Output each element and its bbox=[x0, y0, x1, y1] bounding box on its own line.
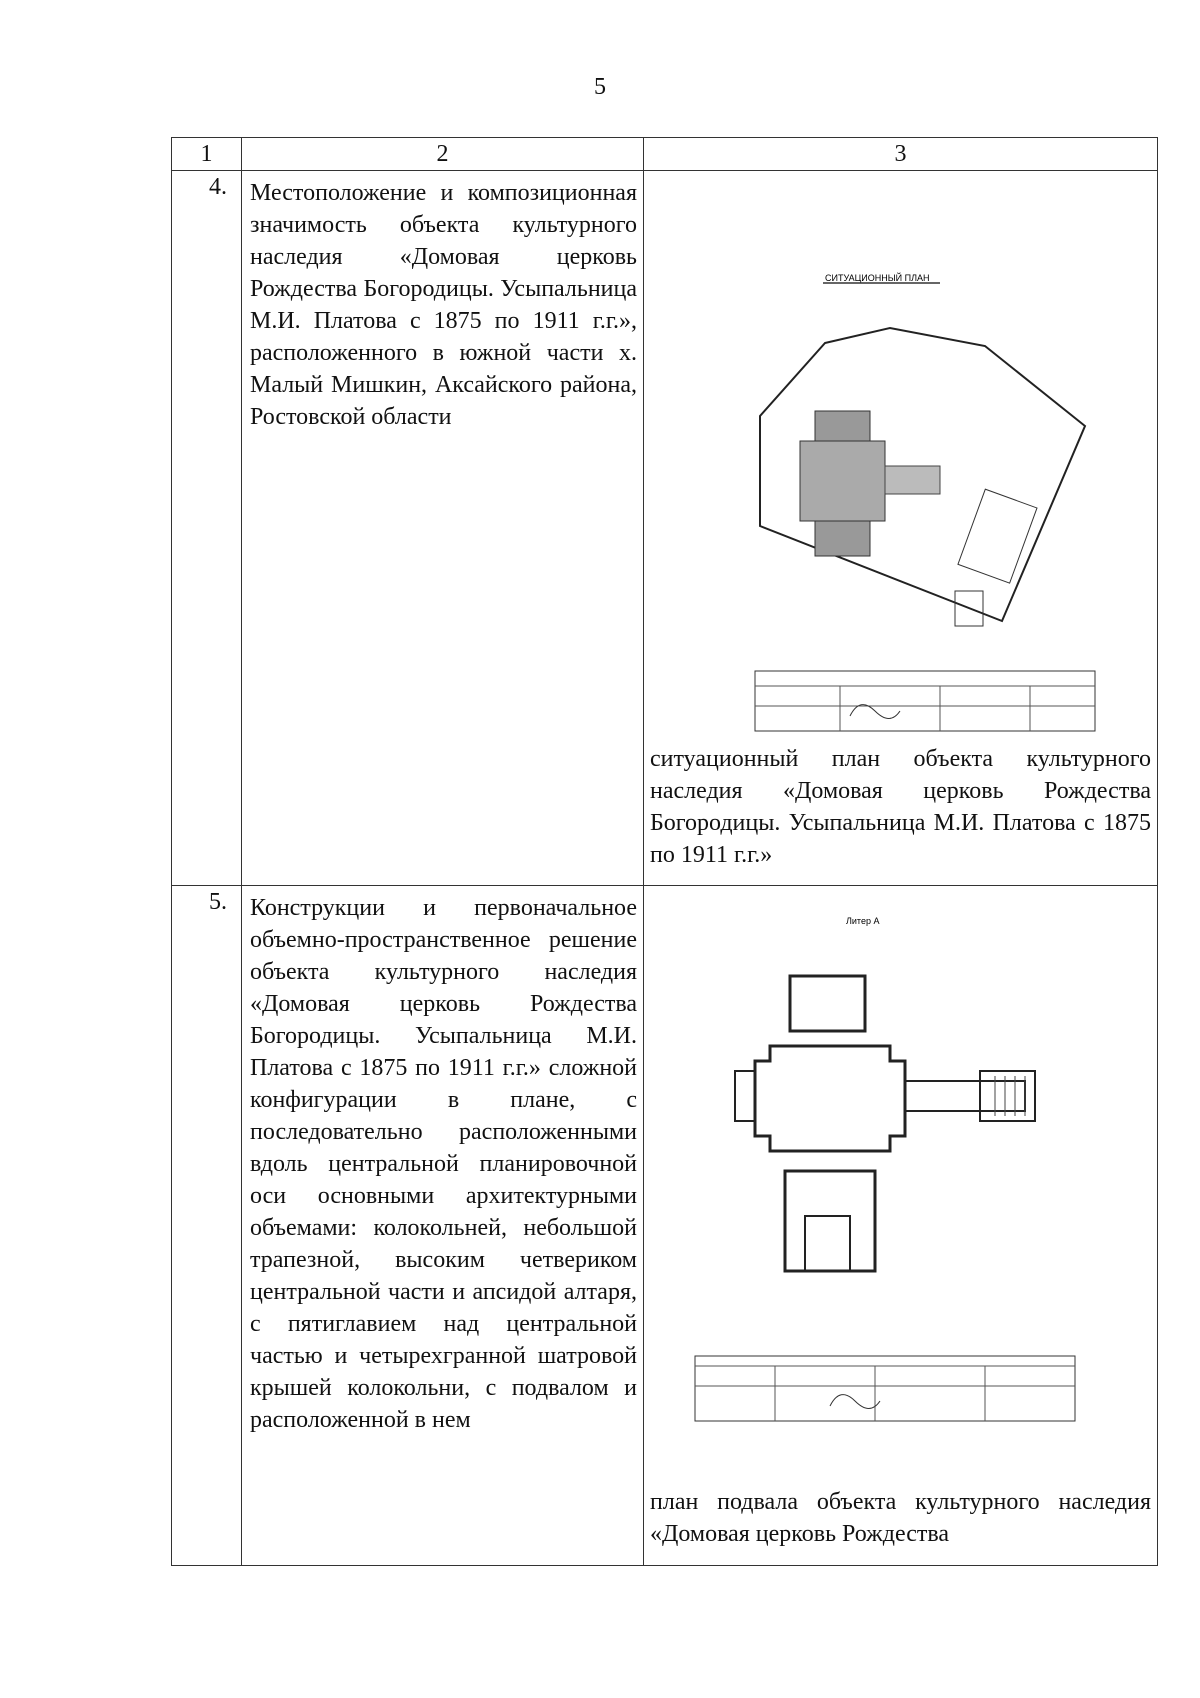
column-header-1: 1 bbox=[172, 138, 242, 171]
row-description: Местоположение и композиционная значимость объекта культурного наследия «Домовая церковь Рождества Богородицы. Усыпальница М.И. Платова с 1875 по 1911 г.г.», расположенного в южной части х. Малый Мишкин, Аксайского района, Ростовской области bbox=[242, 171, 644, 886]
situation-plan-figure bbox=[650, 171, 1151, 743]
row-description: Конструкции и первоначальное объемно-пространственное решение объекта культурного наследия «Домовая церковь Рождества Богородицы. Усыпальница М.И. Платова с 1875 по 1911 г.г.» сложной конфигурации в плане, с последовательно расположенными вдоль центральной планировочной оси основными архитектурными объемами: колокольней, небольшой трапезной, высоким четвериком центральной части и апсидой алтаря, с пятиглавием над центральной частью и четырехгранной шатровой крышей колокольни, с подвалом и расположенной в нем bbox=[242, 886, 644, 1566]
row-number: 5. bbox=[172, 886, 242, 1566]
heritage-table bbox=[171, 137, 1158, 1566]
table-row bbox=[172, 171, 1158, 886]
page-number: 5 bbox=[594, 74, 606, 100]
row-figure-cell bbox=[644, 886, 1158, 1566]
row-figure-cell bbox=[644, 171, 1158, 886]
figure-caption: ситуационный план объекта культурного наследия «Домовая церковь Рождества Богородицы. Усыпальница М.И. Платова с 1875 по 1911 г.г.» bbox=[650, 746, 1151, 868]
basement-plan-drawing bbox=[650, 886, 1152, 1486]
column-header-2: 2 bbox=[242, 138, 644, 171]
table-header-row bbox=[172, 138, 1158, 171]
figure-title: Литер А bbox=[846, 916, 880, 926]
table-row bbox=[172, 886, 1158, 1566]
figure-caption: план подвала объекта культурного наследия «Домовая церковь Рождества bbox=[650, 1489, 1151, 1547]
situation-plan-drawing bbox=[650, 171, 1152, 743]
column-header-3: 3 bbox=[644, 138, 1158, 171]
row-number: 4. bbox=[172, 171, 242, 886]
basement-plan-figure bbox=[650, 886, 1151, 1486]
figure-title: СИТУАЦИОННЫЙ ПЛАН bbox=[825, 273, 930, 283]
